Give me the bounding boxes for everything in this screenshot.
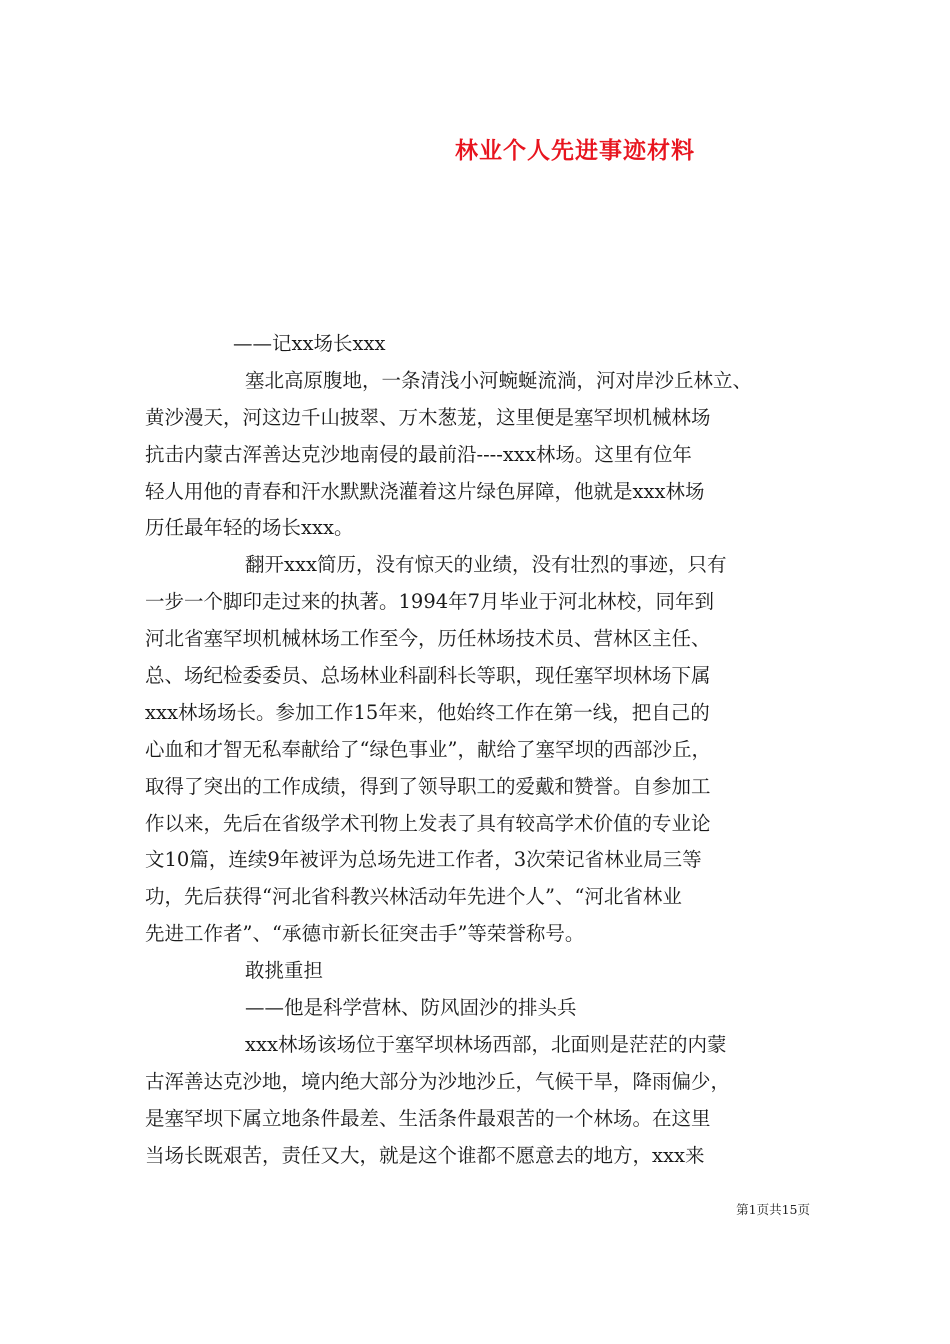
paragraph-line: 河北省塞罕坝机械林场工作至今，历任林场技术员、营林区主任、: [145, 627, 711, 651]
paragraph-line: 心血和才智无私奉献给了“绿色事业”，献给了塞罕坝的西部沙丘，: [145, 737, 711, 761]
paragraph-line: 当场长既艰苦，责任又大，就是这个谁都不愿意去的地方，xxx来: [145, 1143, 705, 1167]
document-body: [145, 326, 813, 1174]
paragraph-line: 取得了突出的工作成绩，得到了领导职工的爱戴和赞誉。自参加工: [145, 774, 711, 798]
section-subheading: ——他是科学营林、防风固沙的排头兵: [245, 996, 577, 1020]
paragraph-line: 总、场纪检委委员、总场林业科副科长等职，现任塞罕坝林场下属: [145, 664, 711, 688]
paragraph-line: 作以来，先后在省级学术刊物上发表了具有较高学术价值的专业论: [145, 811, 711, 835]
paragraph-line: 历任最年轻的场长xxx。: [145, 516, 354, 540]
document-title: 林业个人先进事迹材料: [455, 138, 695, 164]
paragraph-line: 翻开xxx简历，没有惊天的业绩，没有壮烈的事迹，只有: [245, 553, 727, 577]
paragraph-line: 功，先后获得“河北省科教兴林活动年先进个人”、“河北省林业: [145, 885, 682, 909]
paragraph-line: 古浑善达克沙地，境内绝大部分为沙地沙丘，气候干旱，降雨偏少，: [145, 1069, 731, 1093]
paragraph-line: 先进工作者”、“承德市新长征突击手”等荣誉称号。: [145, 922, 585, 946]
subtitle-line: ——记xx场长xxx: [233, 332, 386, 355]
paragraph-line: 一步一个脚印走过来的执著。1994年7月毕业于河北林校，同年到: [145, 590, 715, 614]
section-heading: 敢挑重担: [245, 959, 324, 983]
paragraph-line: 抗击内蒙古浑善达克沙地南侵的最前沿----xxx林场。这里有位年: [145, 442, 692, 466]
paragraph-line: xxx林场场长。参加工作15年来，他始终工作在第一线，把自己的: [145, 700, 710, 724]
page-number: 第1页共15页: [736, 1202, 810, 1217]
paragraph-line: 文10篇，连续9年被评为总场先进工作者，3次荣记省林业局三等: [145, 848, 702, 872]
paragraph-line: 轻人用他的青春和汗水默默浇灌着这片绿色屏障，他就是xxx林场: [145, 479, 705, 503]
paragraph-line: xxx林场该场位于塞罕坝林场西部，北面则是茫茫的内蒙: [245, 1032, 727, 1056]
paragraph-line: 是塞罕坝下属立地条件最差、生活条件最艰苦的一个林场。在这里: [145, 1106, 711, 1130]
paragraph-line: 黄沙漫天，河这边千山披翠、万木葱茏，这里便是塞罕坝机械林场: [145, 405, 711, 429]
paragraph-line: 塞北高原腹地，一条清浅小河蜿蜒流淌，河对岸沙丘林立、: [245, 368, 753, 392]
